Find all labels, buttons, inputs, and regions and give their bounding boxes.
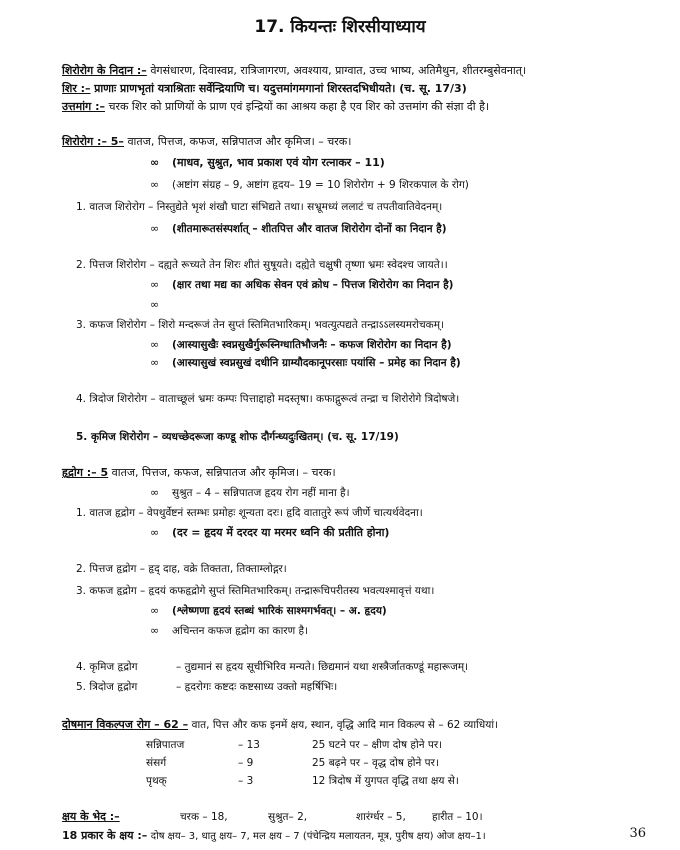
tridoshaj-hridroga-label: 5. त्रिदोज हृद्रोग — [76, 681, 138, 693]
krimij-hridroga-text: – तुद्यमानं स हृदय सूचीभिरिव मन्यते। छिद्यमानं यथा शस्त्रैर्जातकण्डूं महारूजम्। — [176, 661, 469, 673]
shiroroga-ashtanga-line — [150, 178, 469, 192]
dar-line — [150, 526, 389, 540]
infinity-icon: ∞ — [150, 278, 160, 291]
infinity-icon: ∞ — [150, 338, 160, 351]
krimij-hridroga-line — [76, 660, 468, 674]
hridroga-text: वातज, पित्तज, कफज, सन्निपातज और कृमिज। – चरक। — [111, 466, 336, 479]
infinity-icon: ∞ — [150, 486, 160, 499]
kshaya-harit: हारीत – 10। — [432, 811, 483, 823]
infinity-icon: ∞ — [150, 222, 160, 235]
krimij-shiroroga: 5. कृमिज शिरोरोग – व्यधच्छेदरूजा कण्डू शोफ दौर्गन्ध्यदुःखितम्। (च. सू. 17/19) — [76, 431, 399, 443]
nidan-text: वेगसंधारण, दिवास्वप्न, रात्रिजागरण, अवश्याय, प्राग्वात, उच्च भाष्य, अतिमैथुन, शीतरम्बुसेवनात्। — [150, 64, 527, 77]
kaphaj-nidan-line-1 — [150, 338, 452, 352]
shir-heading: शिर :– — [62, 82, 91, 95]
pittaj-hridroga: 2. पित्तज हृद्रोग – हृद् दाह, वक्रे तिक्तता, तिक्ताम्लोद्गर। — [76, 563, 287, 575]
shir-text: प्राणाः प्राणभृतां यत्राश्रिताः सर्वेन्द्रियाणि च। यदुत्तमांगमगानां शिरस्तदभिधीयते। (च. सू. 17/3) — [94, 82, 467, 95]
nidan-heading: शिरोरोग के निदान :– — [62, 64, 147, 77]
hridroga-sushrut: सुश्रुत – 4 – सन्निपातज हृदय रोग नहीं माना है। — [172, 487, 350, 499]
doshman-row-name: पृथक् — [146, 775, 167, 787]
doshman-row — [146, 774, 459, 788]
page-number: 36 — [629, 826, 646, 841]
kaphaj-nidan-2: (आस्यासुखं स्वप्नसुखं दधीनि ग्राम्यौदकानूपरसाः पयांसि – प्रमेह का निदान है) — [172, 357, 461, 369]
shiroroga-ashtanga: (अष्टांग संग्रह – 9, अष्टांग हृदय– 19 = 10 शिरोरोग + 9 शिरकपाल के रोग) — [172, 179, 469, 191]
doshman-row-count: – 3 — [238, 775, 254, 787]
shir-line — [62, 82, 467, 96]
doshman-row-count: – 9 — [238, 757, 254, 769]
infinity-icon: ∞ — [150, 156, 160, 169]
kaphaj-nidan-line-2 — [150, 356, 461, 370]
tridoshaj-shiroroga: 4. त्रिदोज शिरोरोग – वाताच्छूलं भ्रमः कम्पः पित्ताद्दाहो मदस्तृषा। कफाद्गुरूत्वं तन्द्रा च शिरोरोगे त्रिदोषजे। — [76, 393, 460, 405]
doshman-row-name: संसर्ग — [146, 757, 167, 769]
kaphaj-hridroga-3: अचिन्तन कफज हृद्रोग का कारण है। — [172, 625, 309, 637]
hridroga-sushrut-line — [150, 486, 350, 500]
vataj-shiroroga: 1. वातज शिरोरोग – निस्तुद्येते भृशं शंखौ घाटा संभिद्यते तथा। सभ्रूमध्यं ललाटं च तपतीवातिवेदनम्। — [76, 201, 443, 213]
shiroroga-madhav: (माधव, सुश्रुत, भाव प्रकाश एवं योग रत्नाकर – 11) — [172, 156, 385, 169]
shiroroga-text: वातज, पित्तज, कफज, सन्निपातज और कृमिज। – चरक। — [127, 135, 352, 148]
shiroroga-heading: शिरोरोग :– 5– — [62, 135, 124, 148]
kaphaj-hridroga-2-line — [150, 604, 387, 618]
vataj-nidan-line — [150, 222, 447, 236]
hridroga-line — [62, 466, 336, 480]
doshman-row — [146, 756, 439, 770]
vataj-nidan: (शीतमारूतसंस्पर्शात् – शीतपित्त और वातज शिरोरोग दोनों का निदान है) — [172, 223, 447, 235]
kshaya-prakar-heading: 18 प्रकार के क्षय :– — [62, 829, 148, 842]
infinity-icon: ∞ — [150, 178, 160, 191]
blank-infinity-line — [150, 298, 172, 312]
infinity-icon: ∞ — [150, 298, 160, 311]
shiroroga-madhav-line — [150, 156, 385, 170]
infinity-icon: ∞ — [150, 356, 160, 369]
uttamang-line — [62, 100, 489, 114]
kshaya-heading: क्षय के भेद :– — [62, 810, 120, 823]
pittaj-nidan-line — [150, 278, 453, 292]
page-title: 17. कियन्तः शिरसीयाध्याय — [254, 17, 426, 37]
dar-definition: (दर = हृदय में दरदर या मरमर ध्वनि की प्रतीति होना) — [172, 526, 390, 539]
kshaya-prakar-text: दोष क्षय– 3, धातु क्षय– 7, मल क्षय – 7 (पंचेन्द्रिय मलायतन, मूत्र, पुरीष क्षय) ओज क्षय–1। — [150, 831, 486, 842]
vataj-hridroga: 1. वातज हृद्रोग – वेपथुर्वेष्टनं स्तम्भः प्रमोहः शून्यता दरः। हृदि वातातुरे रूपं जीर्णे चात्यर्थवेदना। — [76, 507, 423, 519]
shiroroga-line — [62, 135, 351, 149]
kshaya-sushrut: सुश्रुत– 2, — [268, 811, 308, 823]
doshman-row — [146, 738, 442, 752]
kaphaj-nidan-1: (आस्यासुखैः स्वप्नसुखैर्गुरूस्निग्धातिभौजनैः – कफज शिरोरोग का निदान है) — [172, 339, 452, 351]
doshman-row-name: सन्निपातज — [146, 739, 185, 751]
kshaya-prakar-line — [62, 829, 486, 844]
hridroga-heading: हृद्रोग :– 5 — [62, 466, 109, 479]
krimij-hridroga-label: 4. कृमिज हृद्रोग — [76, 661, 138, 673]
pittaj-shiroroga: 2. पित्तज शिरोरोग – दह्यते रूच्यते तेन शिरः शीतं सुषूयते। दह्येते चक्षुषी तृष्णा भ्रमः स्वेदश्च जायते।। — [76, 259, 448, 271]
infinity-icon: ∞ — [150, 604, 160, 617]
kshaya-line — [62, 810, 483, 824]
doshman-row-desc: 25 बढ़ने पर – वृद्ध दोष होने पर। — [312, 757, 439, 769]
pittaj-nidan: (क्षार तथा मद्य का अधिक सेवन एवं क्रोध – पित्तज शिरोरोग का निदान है) — [172, 279, 454, 291]
kshaya-sharangdhar: शारंर्ग्धर – 5, — [356, 811, 406, 823]
nidan-line — [62, 64, 526, 78]
doshman-row-count: – 13 — [238, 739, 260, 751]
doshman-row-desc: 25 घटने पर – क्षीण दोष होने पर। — [312, 739, 443, 751]
kaphaj-shiroroga: 3. कफज शिरोरोग – शिरो मन्दरूजं तेन सुप्तं स्तिमितभारिकम्। भवत्युत्पद्यते तन्द्राऽऽलस्यमरोचकम्। — [76, 319, 445, 331]
doshman-heading: दोषमान विकल्पज रोग – 62 – — [62, 718, 189, 731]
infinity-icon: ∞ — [150, 526, 160, 539]
kaphaj-hridroga-2: (श्लेष्णणा हृदयं स्तब्धं भारिकं साश्मगर्भवत्। – अ. हृदय) — [172, 605, 387, 617]
kaphaj-hridroga-3-line — [150, 624, 308, 638]
kshaya-charak: चरक – 18, — [180, 811, 228, 823]
uttamang-text: चरक शिर को प्राणियों के प्राण एवं इन्द्रियों का आश्रय कहा है एव शिर को उत्तमांग की संज्ञा दी है। — [108, 100, 490, 113]
doshman-text: वात, पित्त और कफ इनमें क्षय, स्थान, वृद्धि आदि मान विकल्प से – 62 व्याधियां। — [191, 719, 499, 731]
kaphaj-hridroga: 3. कफज हृद्रोग – हृदयं कफहृद्रोगे सुप्तं स्तिमितभारिकम्। तन्द्रारूचिपरीतस्य भवत्यश्मावृत्तं यथा। — [76, 585, 435, 597]
tridoshaj-hridroga-line — [76, 680, 337, 694]
infinity-icon: ∞ — [150, 624, 160, 637]
doshman-line — [62, 718, 498, 732]
tridoshaj-hridroga-text: – हृदरोगः कष्टदः कष्टसाध्य उक्तो महर्षिभिः। — [176, 681, 338, 693]
uttamang-heading: उत्तमांग :– — [62, 100, 105, 113]
doshman-row-desc: 12 त्रिदोष में युगपत वृद्धि तथा क्षय से। — [312, 775, 459, 787]
